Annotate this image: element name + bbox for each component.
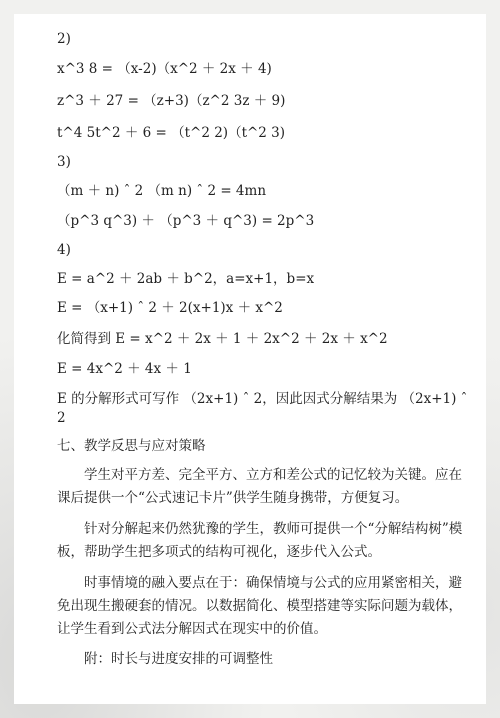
equation-line-continuation: 2 [57, 410, 66, 426]
body-paragraph: 学生对平方差、完全平方、立方和差公式的记忆较为关键。应在课后提供一个“公式速记卡片”供学生随身携带，方便复习。 [57, 467, 462, 506]
section-label-2: 2) [57, 31, 71, 47]
equation-line: 化简得到 E = x^2 ＋ 2x ＋ 1 ＋ 2x^2 ＋ 2x ＋ x^2 [57, 331, 388, 347]
equation-line: （m ＋ n) ˆ 2 （m n) ˆ 2 = 4mn [57, 183, 267, 199]
equation-line: （p^3 q^3) ＋ （p^3 ＋ q^3) = 2p^3 [57, 213, 315, 229]
equation-line: z^3 ＋ 27 = （z+3)（z^2 3z ＋ 9) [57, 93, 286, 109]
equation-line: E 的分解形式可写作 （2x+1) ˆ 2，因此因式分解结果为 （2x+1) ˆ [57, 391, 468, 407]
equation-line: x^3 8 = （x-2)（x^2 ＋ 2x ＋ 4) [57, 61, 272, 77]
equation-line: t^4 5t^2 ＋ 6 = （t^2 2)（t^2 3) [57, 125, 286, 141]
section-label-4: 4) [57, 242, 71, 258]
section-heading: 七、教学反思与应对策略 [57, 438, 206, 454]
body-paragraph: 附：时长与进度安排的可调整性 [84, 651, 273, 667]
equation-line: E = a^2 ＋ 2ab ＋ b^2，a=x+1，b=x [57, 271, 315, 287]
equation-line: E = 4x^2 ＋ 4x ＋ 1 [57, 361, 192, 377]
equation-line: E = （x+1) ˆ 2 ＋ 2(x+1)x ＋ x^2 [57, 300, 283, 316]
body-paragraph: 针对分解起来仍然犹豫的学生，教师可提供一个“分解结构树”模板，帮助学生把多项式的结构可视化，逐步代入公式。 [57, 521, 463, 560]
body-paragraph: 时事情境的融入要点在于：确保情境与公式的应用紧密相关，避免出现生搬硬套的情况。以数据简化、模型搭建等实际问题为载体，让学生看到公式法分解因式在现实中的价值。 [57, 575, 462, 637]
section-label-3: 3) [57, 154, 71, 170]
